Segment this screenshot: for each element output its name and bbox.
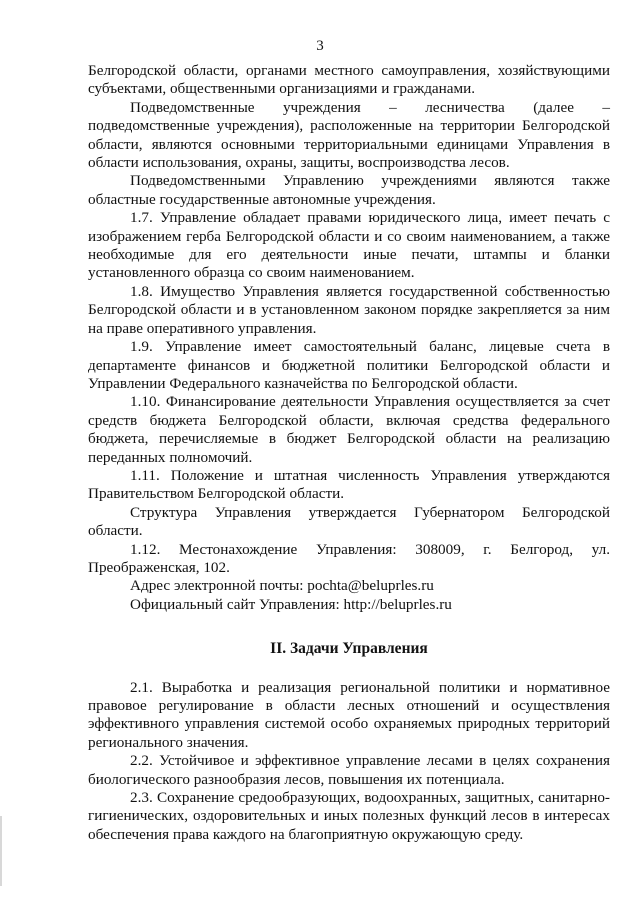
- paragraph: 1.7. Управление обладает правами юридического лица, имеет печать с изображением герба Белгородской области и со своим наименованием, а также необходимые для его деятельности иные печати, штампы и бланки установленного образца со своим наименованием.: [88, 209, 610, 282]
- scan-edge-mark: [0, 816, 2, 886]
- paragraph: 1.8. Имущество Управления является государственной собственностью Белгородской области и в установленном законом порядке закрепляется за ним на праве оперативного управления.: [88, 282, 610, 337]
- paragraph: 1.12. Местонахождение Управления: 308009, г. Белгород, ул. Преображенская, 102.: [88, 540, 610, 576]
- paragraph: 1.9. Управление имеет самостоятельный баланс, лицевые счета в департаменте финансов и бюджетной политики Белгородской области и Управлении Федерального казначейства по Белгородской области.: [88, 338, 610, 392]
- page-number: 3: [316, 38, 324, 54]
- paragraphs-top: [88, 62, 610, 614]
- paragraph: 1.11. Положение и штатная численность Управления утверждаются Правительством Белгородской области.: [88, 466, 610, 503]
- paragraph: Структура Управления утверждается Губернатором Белгородской области.: [88, 503, 610, 540]
- paragraph: 1.10. Финансирование деятельности Управления осуществляется за счет средств бюджета Белгородской области, включая средства федерального бюджета, перечисляемые в бюджет Белгородской области на реализацию переданных полномочий.: [88, 393, 610, 466]
- paragraph: Подведомственными Управлению учреждениями являются также областные государственные автономные учреждения.: [88, 172, 610, 208]
- paragraph: Подведомственные учреждения – лесничества (далее – подведомственные учреждения), расположенные на территории Белгородской области, являются основными территориальными единицами Управления в области использования, охраны, защиты, воспроизводства лесов.: [88, 98, 610, 172]
- section-heading: II. Задачи Управления: [270, 640, 428, 658]
- paragraph: 2.3. Сохранение средообразующих, водоохранных, защитных, санитарно-гигиенических, оздоровительных и иных полезных функций лесов в интересах обеспечения права каждого на благоприятную окружающую среду.: [88, 789, 610, 843]
- paragraph: Официальный сайт Управления: http://beluprles.ru: [130, 595, 452, 613]
- paragraphs-bottom: [88, 679, 610, 845]
- paragraph: Адрес электронной почты: pochta@beluprles.ru: [130, 577, 434, 595]
- paragraph: Белгородской области, органами местного самоуправления, хозяйствующими субъектами, общественными организациями и гражданами.: [88, 62, 610, 98]
- paragraph: 2.1. Выработка и реализация региональной политики и нормативное правовое регулирование в области лесных отношений и осуществления эффективного управления системой особо охраняемых природных территорий регионального значения.: [88, 678, 610, 751]
- document-body: [88, 62, 610, 844]
- paragraph: 2.2. Устойчивое и эффективное управление лесами в целях сохранения биологического разнообразия лесов, повышения их потенциала.: [88, 752, 610, 788]
